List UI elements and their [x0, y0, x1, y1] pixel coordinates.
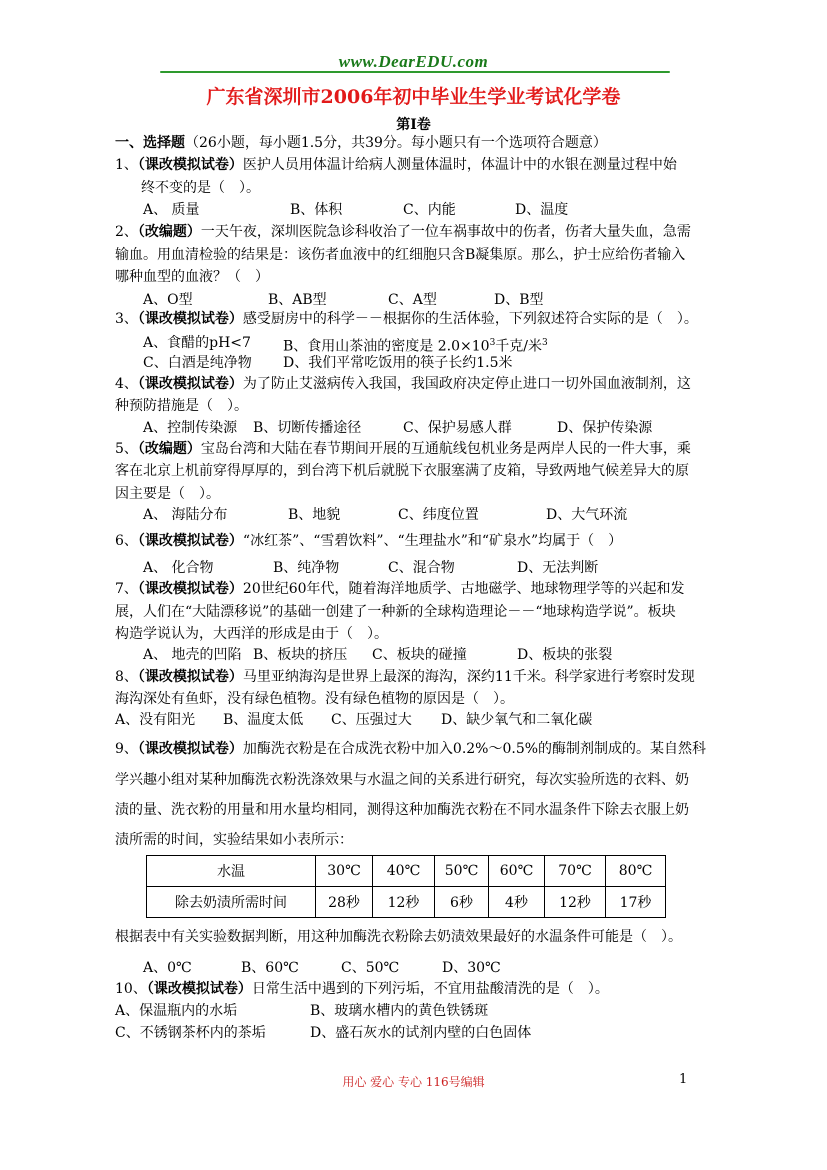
table-cell: 除去奶渍所需时间 — [147, 887, 316, 918]
table-cell: 70℃ — [545, 856, 606, 887]
option: C、板块的碰撞 — [372, 647, 467, 663]
question-3: 3、（课改模拟试卷）感受厨房中的科学－－根据你的生活体验，下列叙述符合实际的是（ ）。 — [115, 311, 698, 327]
question-tag: （课改模拟试卷） — [137, 311, 243, 327]
table-cell: 40℃ — [373, 856, 435, 887]
table-cell: 30℃ — [316, 856, 373, 887]
table-cell: 12秒 — [373, 887, 435, 918]
results-table — [146, 855, 666, 918]
question-1-line2: 终不变的是（ ）。 — [141, 180, 260, 196]
volume-label: 第Ⅰ卷 — [396, 117, 431, 133]
option: D、保护传染源 — [557, 420, 653, 436]
option: D、盛石灰水的试剂内壁的白色固体 — [310, 1025, 532, 1041]
option: C、内能 — [403, 202, 456, 218]
option: A、控制传染源 — [143, 420, 238, 436]
option: C、压强过大 — [331, 712, 412, 728]
option: A、 海陆分布 — [143, 507, 228, 523]
option: C、50℃ — [341, 960, 400, 976]
table-cell: 4秒 — [489, 887, 545, 918]
table-cell: 12秒 — [545, 887, 606, 918]
option: A、食醋的pH<7 — [143, 335, 251, 351]
option: A、0℃ — [143, 960, 192, 976]
option: B、温度太低 — [223, 712, 304, 728]
option: C、混合物 — [388, 560, 455, 576]
question-1: 1、（课改模拟试卷）医护人员用体温计给病人测量体温时，体温计中的水银在测量过程中始 — [115, 157, 677, 173]
question-7: 7、（课改模拟试卷）20世纪60年代，随着海洋地质学、古地磁学、地球物理学等的兴起和发 — [115, 581, 685, 597]
question-9-line3: 渍的量、洗衣粉的用量和用水量均相同，测得这种加酶洗衣粉在不同水温条件下除去衣服上奶 — [115, 802, 689, 818]
question-tag: （课改模拟试卷） — [137, 157, 243, 173]
option: D、板块的张裂 — [517, 647, 613, 663]
question-2: 2、（改编题）一天午夜，深圳医院急诊科收治了一位车祸事故中的伤者，伤者大量失血，急需 — [115, 224, 691, 240]
section-title: 一、选择题 — [115, 135, 185, 151]
question-8: 8、（课改模拟试卷）马里亚纳海沟是世界上最深的海沟，深约11千米。科学家进行考察时发现 — [115, 669, 695, 685]
option: B、AB型 — [268, 292, 327, 308]
question-5: 5、（改编题）宝岛台湾和大陆在春节期间开展的互通航线包机业务是两岸人民的一件大事，乘 — [115, 441, 691, 457]
question-5-line3: 因主要是（ ）。 — [115, 486, 220, 502]
option: A、没有阳光 — [115, 712, 196, 728]
table-cell: 80℃ — [606, 856, 666, 887]
option: A、O型 — [143, 292, 193, 308]
option: D、30℃ — [442, 960, 501, 976]
question-tag: （改编题） — [137, 224, 201, 240]
option: A、 化合物 — [143, 560, 214, 576]
option: B、体积 — [290, 202, 343, 218]
question-9-line5: 根据表中有关实验数据判断，用这种加酶洗衣粉除去奶渍效果最好的水温条件可能是（ ）。 — [115, 929, 682, 945]
question-tag: （课改模拟试卷） — [137, 669, 243, 685]
section-heading — [115, 133, 607, 153]
table-cell: 60℃ — [489, 856, 545, 887]
option: D、我们平常吃饭用的筷子长约1.5米 — [283, 355, 513, 371]
option: A、 质量 — [143, 202, 200, 218]
option: B、食用山茶油的密度是 $2.0\times 10^3$千克/米$^3$ — [283, 338, 548, 355]
question-4-line2: 种预防措施是（ ）。 — [115, 398, 248, 414]
option: C、纬度位置 — [398, 507, 479, 523]
question-2-line3: 哪种血型的血液？（ ） — [115, 269, 269, 285]
question-2-line2: 输血。用血清检验的结果是：该伤者血液中的红细胞只含B凝集原。那么，护士应给伤者输入 — [115, 247, 686, 263]
question-tag: （课改模拟试卷） — [146, 981, 252, 997]
table-row — [147, 856, 666, 887]
option: D、缺少氧气和二氧化碳 — [441, 712, 593, 728]
question-6: 6、（课改模拟试卷）“冰红茶”、“雪碧饮料”、“生理盐水”和“矿泉水”均属于（ ） — [115, 533, 623, 549]
option: B、板块的挤压 — [253, 647, 348, 663]
table-cell: 6秒 — [435, 887, 489, 918]
question-10: 10、（课改模拟试卷）日常生活中遇到的下列污垢，不宜用盐酸清洗的是（ ）。 — [115, 981, 609, 997]
table-cell: 17秒 — [606, 887, 666, 918]
option: C、A型 — [388, 292, 437, 308]
question-tag: （改编题） — [137, 441, 201, 457]
question-5-line2: 客在北京上机前穿得厚厚的，到台湾下机后就脱下衣服塞满了皮箱，导致两地气候差异大的原 — [115, 463, 689, 479]
question-tag: （课改模拟试卷） — [137, 741, 243, 757]
option: B、纯净物 — [273, 560, 340, 576]
option: C、白酒是纯净物 — [143, 355, 252, 371]
question-tag: （课改模拟试卷） — [137, 376, 243, 392]
question-9: 9、（课改模拟试卷）加酶洗衣粉是在合成洗衣粉中加入0.2%～0.5%的酶制剂制成的。某自然科 — [115, 741, 707, 757]
question-9-line2: 学兴趣小组对某种加酶洗衣粉洗涤效果与水温之间的关系进行研究，每次实验所选的衣料、奶 — [115, 772, 689, 788]
option: A、 地壳的凹陷 — [143, 647, 242, 663]
table-row — [147, 887, 666, 918]
site-logo: www.DearEDU.com — [338, 52, 489, 71]
table-cell: 28秒 — [316, 887, 373, 918]
question-9-line4: 渍所需的时间，实验结果如小表所示： — [115, 832, 353, 848]
question-4: 4、（课改模拟试卷）为了防止艾滋病传入我国，我国政府决定停止进口一切外国血液制剂，这 — [115, 376, 691, 392]
option: B、玻璃水槽内的黄色铁锈斑 — [310, 1003, 489, 1019]
option: D、无法判断 — [517, 560, 599, 576]
option: C、保护易感人群 — [403, 420, 512, 436]
table-cell: 水温 — [147, 856, 316, 887]
question-7-line2: 展，人们在“大陆漂移说”的基础一创建了一种新的全球构造理论－－“地球构造学说”。板块 — [115, 604, 676, 620]
question-tag: （课改模拟试卷） — [137, 533, 243, 549]
page-title: 广东省深圳市2006年初中毕业生学业考试化学卷 — [206, 86, 621, 108]
question-8-line2: 海沟深处有鱼虾，没有绿色植物。没有绿色植物的原因是（ ）。 — [115, 691, 514, 707]
question-7-line3: 构造学说认为，大西洋的形成是由于（ ）。 — [115, 626, 388, 642]
option: C、不锈钢茶杯内的茶垢 — [115, 1025, 266, 1041]
option: D、大气环流 — [546, 507, 628, 523]
option: B、切断传播途径 — [253, 420, 362, 436]
option: B、60℃ — [241, 960, 299, 976]
page-number: 1 — [679, 1072, 688, 1087]
section-note: （26小题，每小题1.5分，共39分。每小题只有一个选项符合题意） — [185, 135, 607, 151]
option: D、温度 — [515, 202, 569, 218]
option: D、B型 — [494, 292, 544, 308]
table-cell: 50℃ — [435, 856, 489, 887]
header-rule — [160, 70, 670, 74]
option: A、保温瓶内的水垢 — [115, 1003, 238, 1019]
option: B、地貌 — [288, 507, 341, 523]
footer-text: 用心 爱心 专心 116号编辑 — [342, 1075, 485, 1089]
question-tag: （课改模拟试卷） — [137, 581, 243, 597]
